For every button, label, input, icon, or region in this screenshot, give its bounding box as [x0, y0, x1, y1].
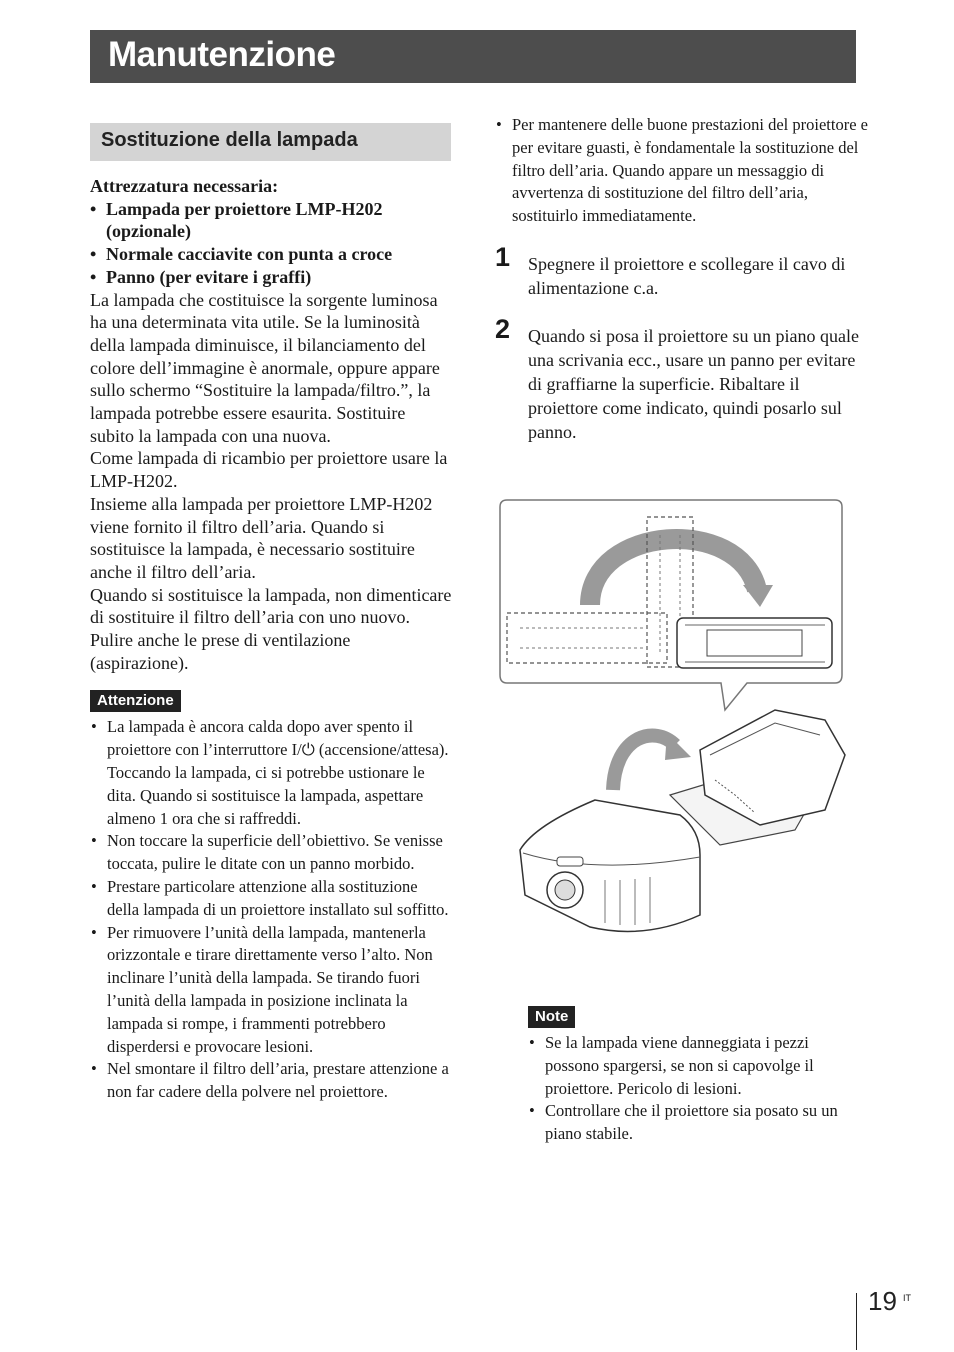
page-number-divider — [856, 1293, 857, 1350]
attention-item: • La lampada è ancora calda dopo aver spento il proiettore con l’interruttore I/⏻ (accensione/attesa). Toccando la lampada, ci si potrebbe ustionare le dita. Quando si sostituisce la lampada, aspettare almeno 1 ora che si raffreddi. — [91, 717, 449, 828]
step-number: 1 — [495, 241, 511, 272]
note-badge: Note — [528, 1006, 575, 1028]
page-language-suffix: IT — [903, 1293, 911, 1303]
attention-item: • Per rimuovere l’unità della lampada, mantenerla orizzontale e tirare direttamente verso l’alto. Non inclinare l’unità della lampada. Se tirando fuori l’unità della lampada in posizione inclinata la lampada si rompe, i frammenti potrebbero disperdersi e provocare lesioni. — [91, 922, 433, 1056]
section-title: Sostituzione della lampada — [101, 129, 358, 151]
intro-paragraph: Come lampada di ricambio per proiettore usare la LMP-H202. — [90, 448, 448, 492]
attention-item: • Per mantenere delle buone prestazioni del proiettore e per evitare guasti, è fondamentale la sostituzione del filtro dell’aria. Quando appare un messaggio di avvertenza di sostituzione del filtro dell’aria, sostituirlo immediatamente. — [496, 115, 868, 226]
requirement-item: • Normale cacciavite con punta a croce — [90, 244, 393, 265]
attention-item: • Non toccare la superficie dell’obiettivo. Se venisse toccata, pulire le ditate con un panno morbido. — [91, 831, 443, 874]
attention-badge: Attenzione — [90, 690, 181, 712]
requirement-item: • Panno (per evitare i graffi) — [90, 266, 312, 287]
section-header — [90, 123, 451, 161]
projector-flip-illustration — [495, 495, 850, 950]
note-item: • Se la lampada viene danneggiata i pezzi possono spargersi, se non si capovolge il proiettore. Pericolo di lesioni. — [529, 1033, 814, 1098]
page-header — [90, 30, 856, 83]
page-number: 19 — [868, 1286, 897, 1316]
attention-item: • Nel smontare il filtro dell’aria, prestare attenzione a non far cadere della polvere nel proiettore. — [91, 1059, 449, 1102]
left-column — [90, 175, 452, 1104]
intro-paragraph: Insieme alla lampada per proiettore LMP-H202 viene fornito il filtro dell’aria. Quando si sostituisce la lampada, è necessario sostituire anche il filtro dell’aria. — [90, 493, 433, 582]
requirement-item: • Lampada per proiettore LMP-H202 (opzionale) — [90, 198, 383, 242]
attention-item: • Prestare particolare attenzione alla sostituzione della lampada di un proiettore installato sul soffitto. — [91, 877, 449, 919]
step-number: 2 — [495, 313, 511, 344]
step-text: Quando si posa il proiettore su un piano quale una scrivania ecc., usare un panno per evitare di graffiarne la superficie. Ribaltare il proiettore come indicato, quindi posarlo sul panno. — [528, 325, 859, 442]
page-title: Manutenzione — [108, 35, 336, 74]
note-block — [528, 1006, 858, 1146]
requirements-heading: Attrezzatura necessaria: — [90, 176, 279, 196]
intro-paragraph: La lampada che costituisce la sorgente luminosa ha una determinata vita utile. Se la luminosità della lampada diminuisce, il bilanciamento del colore dell’immagine è anormale, oppure appare sullo schermo “Sostituire la lampada/filtro.”, la lampada potrebbe essere esaurita. Sostituire subito la lampada con una nuova. — [90, 289, 440, 446]
intro-paragraph: Quando si sostituisce la lampada, non dimenticare di sostituire il filtro dell’aria con uno nuovo. Pulire anche le prese di ventilazione (aspirazione). — [90, 584, 452, 673]
attention-block — [90, 690, 452, 1104]
note-item: • Controllare che il proiettore sia posato su un piano stabile. — [529, 1101, 838, 1144]
step-1 — [495, 241, 860, 300]
step-text: Spegnere il proiettore e scollegare il cavo di alimentazione c.a. — [528, 253, 846, 298]
step-2 — [495, 313, 860, 444]
right-column — [495, 114, 868, 444]
